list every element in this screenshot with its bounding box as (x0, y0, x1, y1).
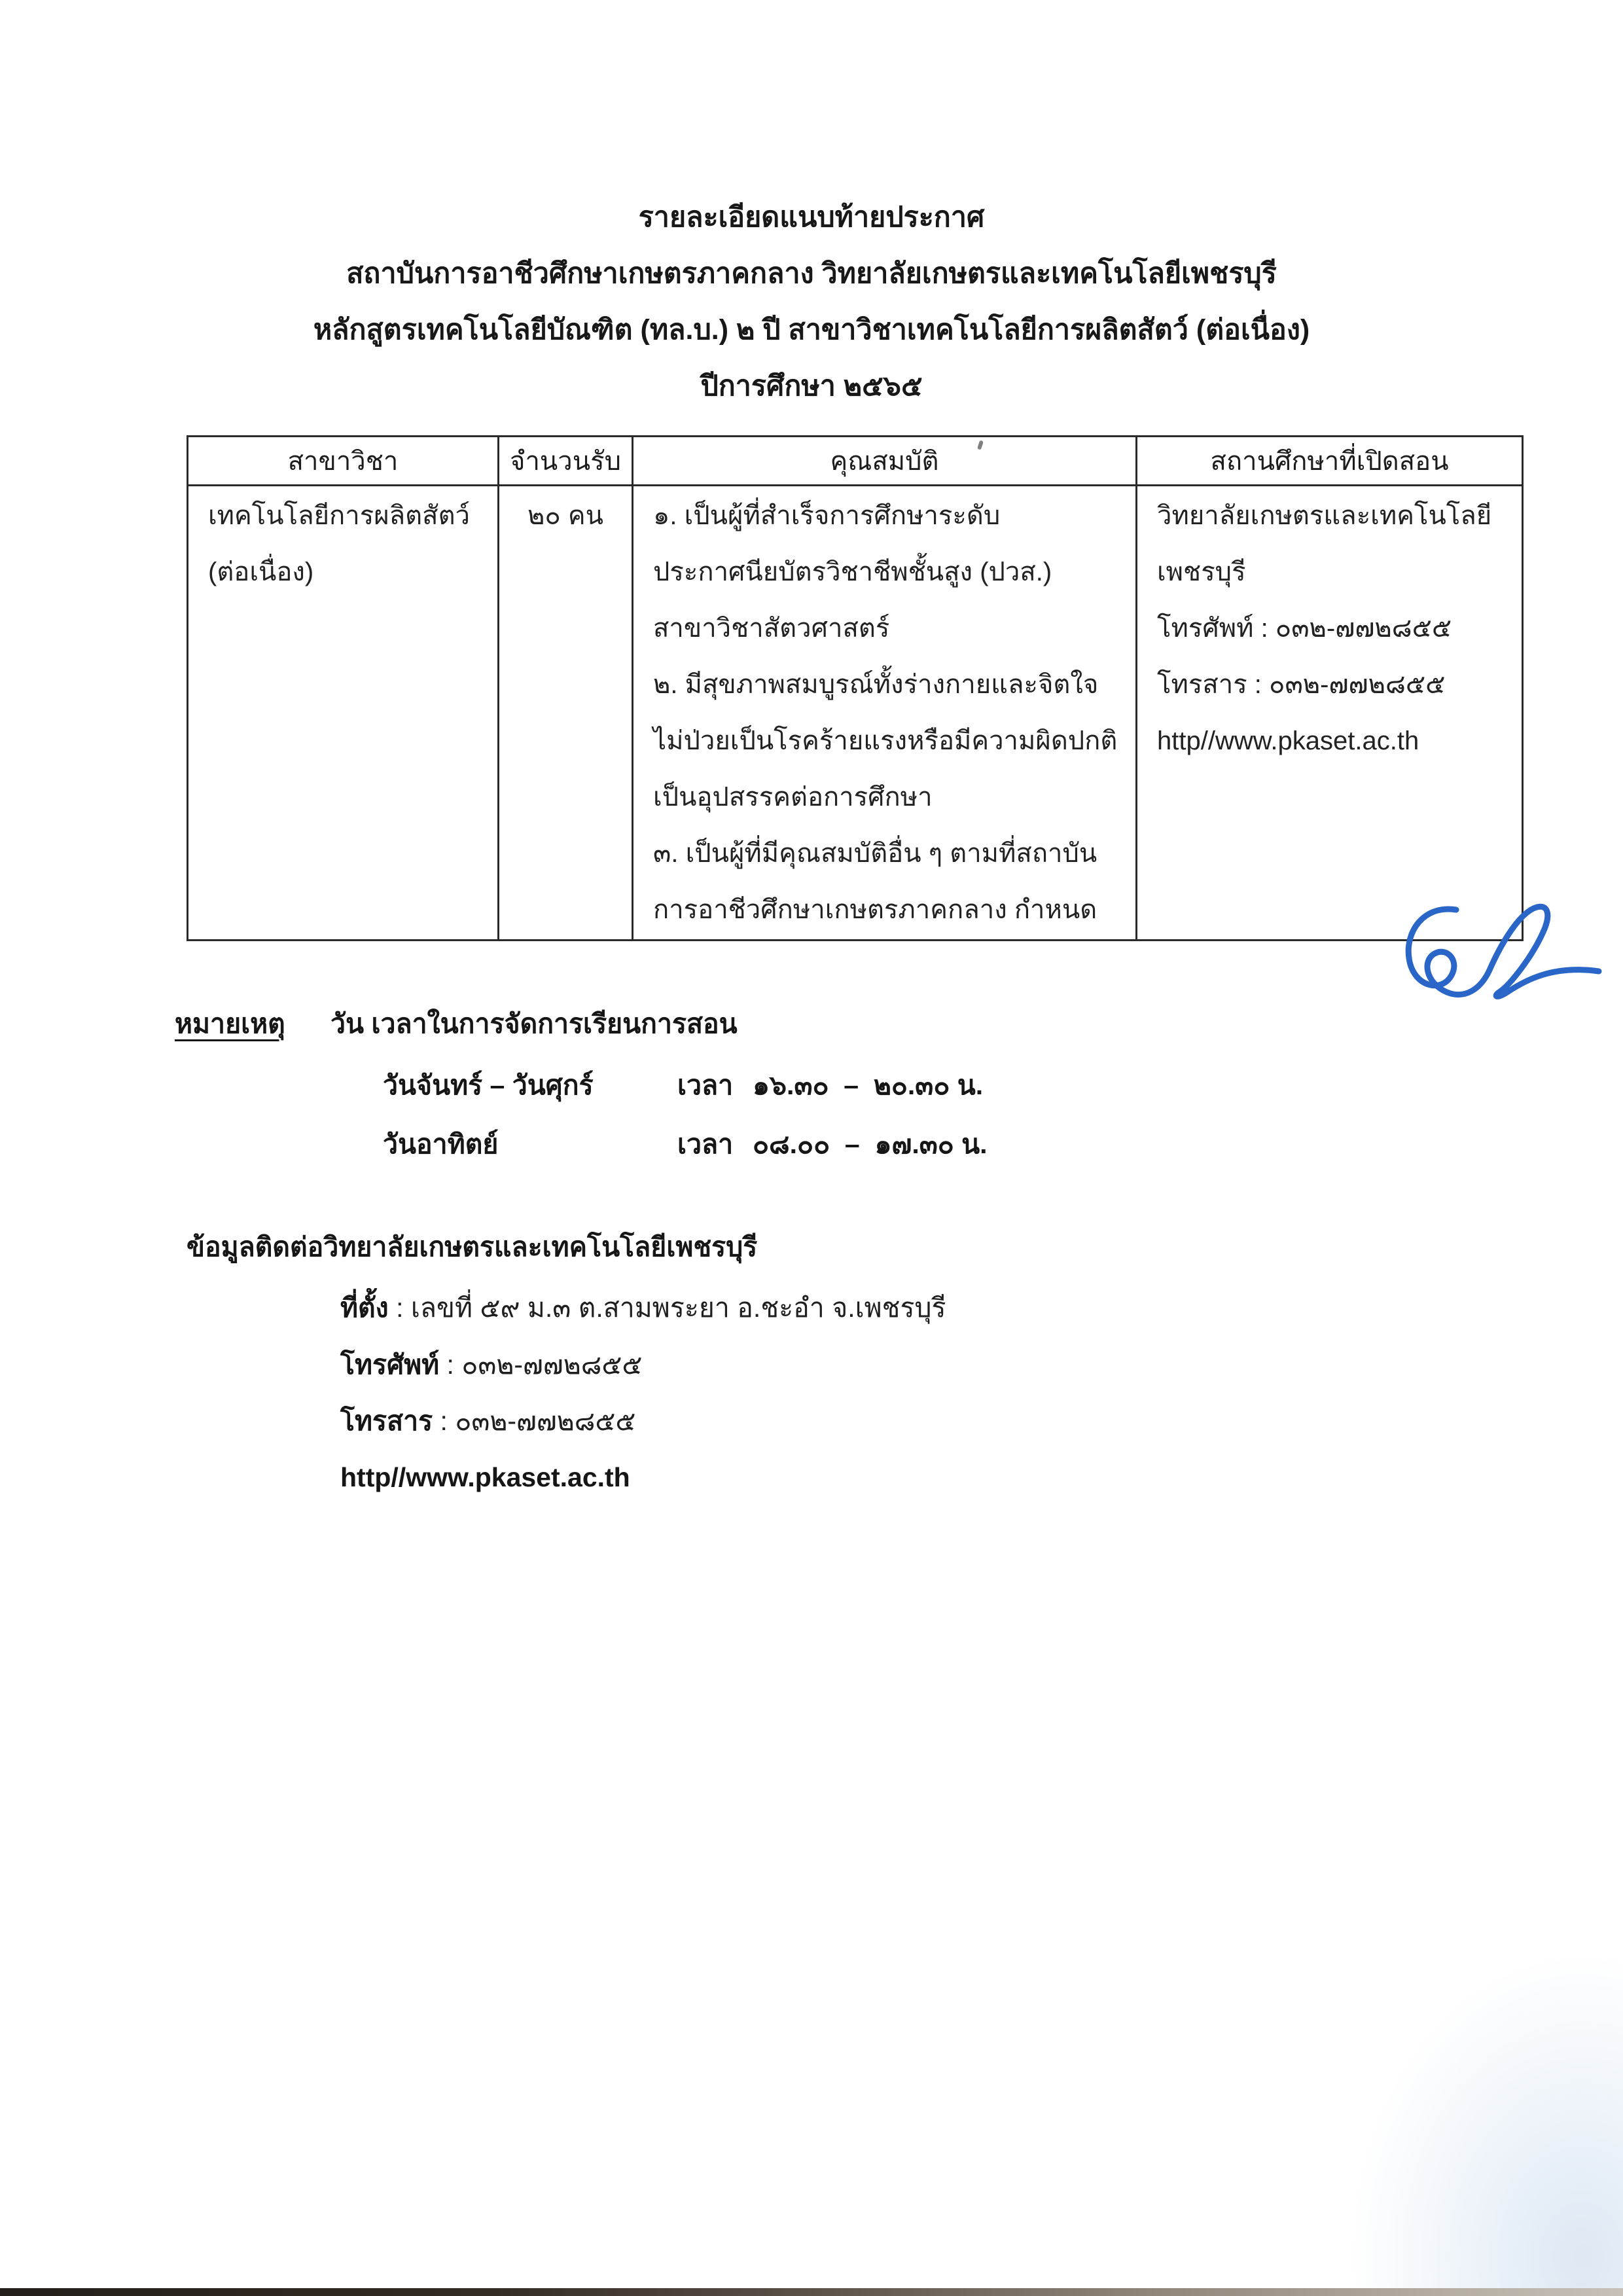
schedule-days: วันอาทิตย์ (383, 1129, 499, 1159)
program-cell (188, 486, 499, 941)
quota-cell (499, 486, 633, 941)
institution-cell (1137, 486, 1523, 941)
qualification-line: ๓. เป็นผู้ที่มีคุณสมบัติอื่น ๆ ตามที่สถาบัน (653, 839, 1097, 868)
table-header-qualifications: คุณสมบัติ (633, 437, 1137, 486)
doc-title-line-3: หลักสูตรเทคโนโลยีบัณฑิต (ทล.บ.) ๒ ปี สาขาวิชาเทคโนโลยีการผลิตสัตว์ (ต่อเนื่อง) (313, 314, 1310, 346)
program-line: (ต่อเนื่อง) (208, 558, 314, 586)
qualification-line: ประกาศนียบัตรวิชาชีพชั้นสูง (ปวส.) (653, 558, 1052, 586)
contact-value: : ๐๓๒-๗๗๒๘๕๕ (433, 1406, 636, 1436)
contact-label: ที่ตั้ง (340, 1293, 389, 1323)
contact-item (340, 1291, 946, 1325)
table-header-quota: จำนวนรับ (499, 437, 633, 486)
document-header (0, 189, 1623, 414)
schedule-time-label: เวลา (677, 1070, 734, 1100)
contact-item (340, 1404, 635, 1438)
institution-line: โทรสาร : ๐๓๒-๗๗๒๘๕๕ (1157, 670, 1446, 699)
qualification-line: ไม่ป่วยเป็นโรคร้ายแรงหรือมีความผิดปกติ (653, 726, 1118, 755)
scan-bottom-bar (0, 2288, 1623, 2296)
schedule-time: ๑๖.๓๐ – ๒๐.๓๐ น. (753, 1070, 984, 1100)
note-label: หมายเหตุ (175, 1009, 285, 1039)
admission-table (187, 435, 1524, 941)
qualification-line: สาขาวิชาสัตวศาสตร์ (653, 614, 890, 643)
schedule-time-label: เวลา (677, 1129, 734, 1159)
table-header-program: สาขาวิชา (188, 437, 499, 486)
contact-value: : ๐๓๒-๗๗๒๘๕๕ (439, 1350, 643, 1380)
note-heading: วัน เวลาในการจัดการเรียนการสอน (330, 1009, 738, 1039)
table-header-row (188, 437, 1523, 486)
contact-value: : เลขที่ ๕๙ ม.๓ ต.สามพระยา อ.ชะอำ จ.เพชรบุรี (388, 1293, 946, 1323)
contact-label: โทรศัพท์ (340, 1350, 440, 1380)
schedule-time: ๐๘.๐๐ – ๑๗.๓๐ น. (753, 1129, 988, 1159)
qualification-line: ๑. เป็นผู้ที่สำเร็จการศึกษาระดับ (653, 501, 1001, 530)
scan-corner-tint (1348, 1950, 1623, 2291)
qualification-line: ๒. มีสุขภาพสมบูรณ์ทั้งร่างกายและจิตใจ (653, 670, 1099, 699)
institution-line: เพชรบุรี (1157, 558, 1246, 586)
doc-title-line-1: รายละเอียดแนบท้ายประกาศ (638, 202, 985, 233)
institution-line: วิทยาลัยเกษตรและเทคโนโลยี (1157, 501, 1492, 530)
program-line: เทคโนโลยีการผลิตสัตว์ (208, 501, 470, 530)
qualification-line: การอาชีวศึกษาเกษตรภาคกลาง กำหนด (653, 895, 1097, 924)
contact-item (340, 1348, 642, 1382)
institution-line: http//www.pkaset.ac.th (1157, 726, 1419, 755)
qualification-line: เป็นอุปสรรคต่อการศึกษา (653, 783, 933, 812)
qualifications-cell (633, 486, 1137, 941)
table-header-institution: สถานศึกษาที่เปิดสอน (1137, 437, 1523, 486)
quota-value: ๒๐ คน (527, 501, 603, 530)
doc-title-line-4: ปีการศึกษา ๒๕๖๕ (700, 370, 923, 402)
contact-heading: ข้อมูลติดต่อวิทยาลัยเกษตรและเทคโนโลยีเพชรบุรี (187, 1232, 758, 1262)
schedule-days: วันจันทร์ – วันศุกร์ (383, 1070, 594, 1100)
contact-label: โทรสาร (340, 1406, 433, 1436)
institution-line: โทรศัพท์ : ๐๓๒-๗๗๒๘๕๕ (1157, 614, 1452, 643)
doc-title-line-2: สถาบันการอาชีวศึกษาเกษตรภาคกลาง วิทยาลัยเกษตรและเทคโนโลยีเพชรบุรี (346, 258, 1277, 289)
contact-website: http//www.pkaset.ac.th (340, 1462, 630, 1492)
signature-stroke (1408, 906, 1599, 996)
table-row (188, 486, 1523, 941)
signature-handwriting (1358, 891, 1607, 1013)
